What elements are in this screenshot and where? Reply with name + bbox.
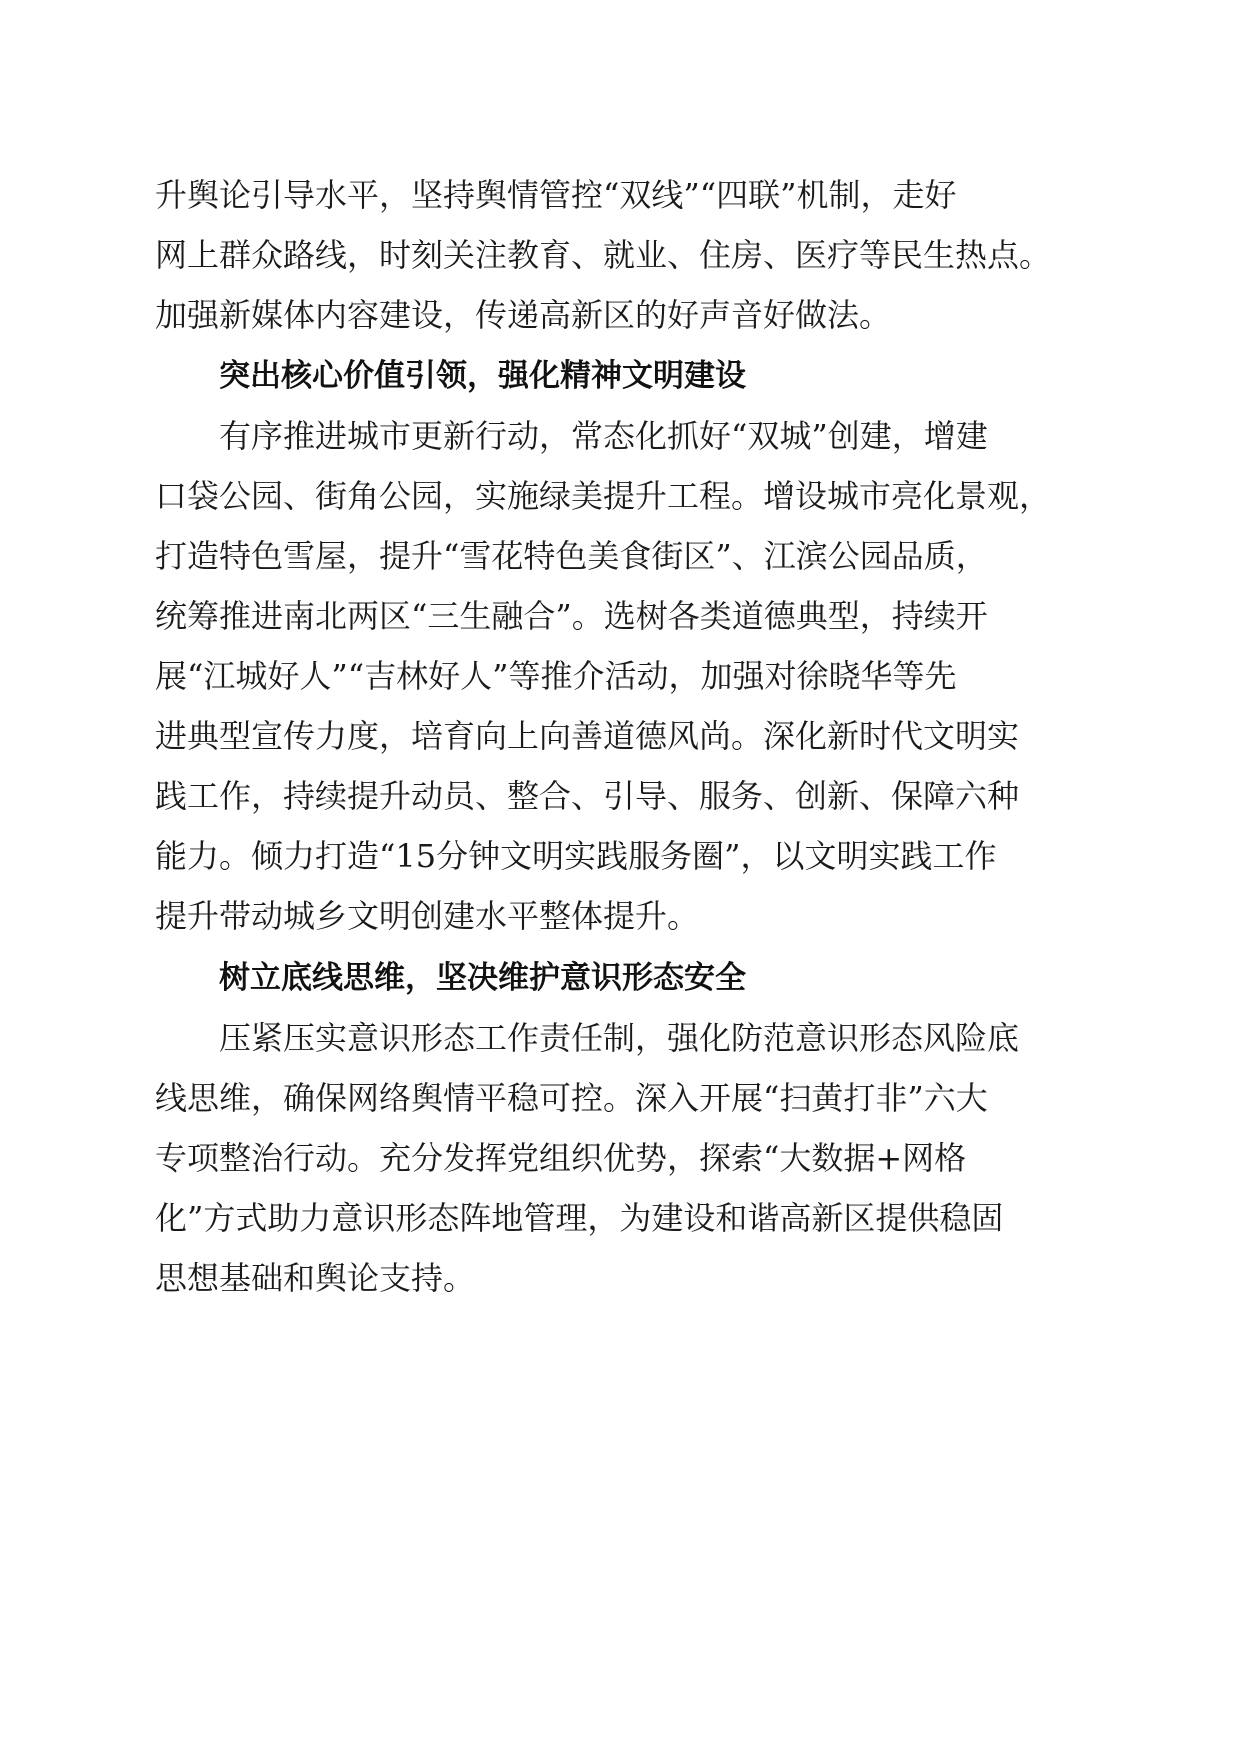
paragraph-line: 打造特色雪屋，提升“雪花特色美食街区”、江滨公园品质， [155,537,988,575]
paragraph-line: 线思维，确保网络舆情平稳可控。深入开展“扫黄打非”六大 [155,1079,988,1117]
paragraph-line: 提升带动城乡文明创建水平整体提升。 [155,897,700,935]
paragraph-line: 升舆论引导水平，坚持舆情管控“双线”“四联”机制，走好 [155,176,957,214]
paragraph-line: 践工作，持续提升动员、整合、引导、服务、创新、保障六种 [155,777,1020,815]
paragraph-line: 有序推进城市更新行动，常态化抓好“双城”创建，增建 [219,417,988,455]
paragraph-line: 统筹推进南北两区“三生融合”。选树各类道德典型，持续开 [155,597,988,635]
paragraph-line: 压紧压实意识形态工作责任制，强化防范意识形态风险底 [219,1019,1020,1057]
paragraph-line: 口袋公园、街角公园，实施绿美提升工程。增设城市亮化景观， [155,477,1052,515]
section-heading: 树立底线思维，坚决维护意识形态安全 [219,960,746,996]
paragraph-line: 网上群众路线，时刻关注教育、就业、住房、医疗等民生热点。 [155,236,1052,274]
paragraph-line: 加强新媒体内容建设，传递高新区的好声音好做法。 [155,296,892,334]
paragraph-line: 化”方式助力意识形态阵地管理，为建设和谐高新区提供稳固 [155,1199,1004,1237]
paragraph-line: 思想基础和舆论支持。 [155,1259,476,1297]
paragraph-line: 能力。倾力打造“15分钟文明实践服务圈”，以文明实践工作 [155,837,997,875]
section-heading: 突出核心价值引领，强化精神文明建设 [219,358,746,394]
paragraph-line: 专项整治行动。充分发挥党组织优势，探索“大数据+网格 [155,1139,967,1177]
paragraph-line: 展“江城好人”“吉林好人”等推介活动，加强对徐晓华等先 [155,657,957,695]
paragraph-line: 进典型宣传力度，培育向上向善道德风尚。深化新时代文明实 [155,717,1020,755]
